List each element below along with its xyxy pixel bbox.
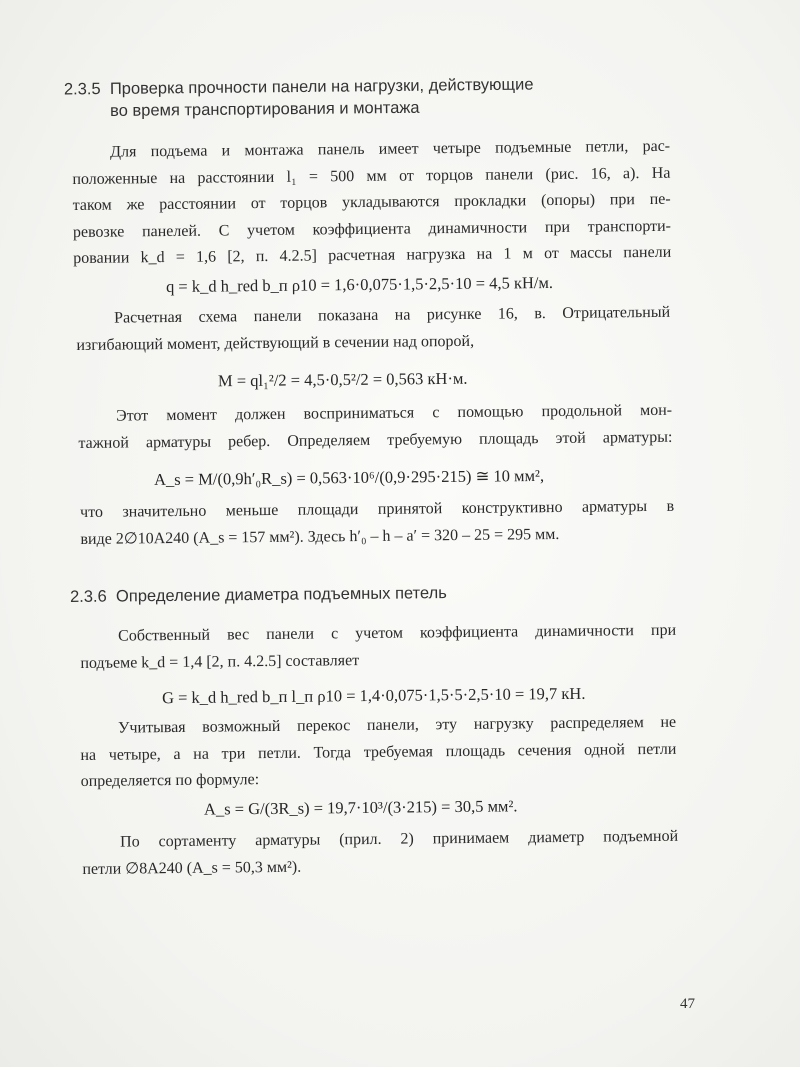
formula-distributed-load: q = k_d h_red b_п ρ10 = 1,6·0,075·1,5·2,5·10 = 4,5 кН/м.: [165, 272, 554, 297]
formula-loop-area: A_s = G/(3R_s) = 19,7·10³/(3·215) = 30,5 мм².: [203, 796, 518, 819]
text-line: Собственный вес панели с учетом коэффициента динамичности при: [118, 621, 677, 645]
text-line: Расчетная схема панели показана на рисунке 16, в. Отрицательный: [114, 303, 671, 327]
paragraph-loop-diameter: [82, 824, 679, 883]
paragraph-lifting-loops: [72, 134, 671, 273]
section-heading-2-3-6: [70, 582, 447, 608]
page-number: 47: [680, 996, 695, 1012]
text-line: тажной арматуры ребер. Определяем требуемую площадь этой арматуры:: [78, 428, 673, 452]
text-line: Учитывая возможный перекос панели, эту нагрузку распределяем не: [118, 713, 677, 737]
text-line: Для подъема и монтажа панель имеет четыре подъемные петли, рас-: [110, 137, 671, 161]
paragraph-design-scheme: [76, 300, 671, 359]
text-line: ровании k_d = 1,6 [2, п. 4.2.5] расчетная нагрузка на 1 м от массы панели: [73, 243, 672, 267]
formula-panel-weight: G = k_d h_red b_п l_п ρ10 = 1,4·0,075·1,5·5·2,5·10 = 19,7 кН.: [161, 683, 586, 708]
paragraph-rib-reinforcement: [78, 398, 673, 457]
text-line: Этот момент должен восприниматься с помощью продольной мон-: [116, 401, 673, 425]
section-number: 2.3.6: [69, 587, 107, 606]
text-line: определяется по формуле:: [80, 771, 260, 790]
formula-bending-moment: M = ql₁²/2 = 4,5·0,5²/2 = 0,563 кН·м.: [217, 368, 468, 391]
text-line: что значительно меньше площади принятой конструктивно арматуры в: [80, 497, 675, 521]
paragraph-area-comparison: [80, 494, 675, 553]
text-line: петли ∅8A240 (A_s = 50,3 мм²).: [82, 858, 302, 878]
text-line: на четыре, а на три петли. Тогда требуемая площадь сечения одной петли: [80, 740, 677, 764]
text-line: подъеме k_d = 1,4 [2, п. 4.2.5] составляет: [80, 651, 360, 672]
text-line: изгибающий момент, действующий в сечении над опорой,: [76, 332, 475, 354]
section-title-line2: во время транспортирования и монтажа: [110, 98, 420, 120]
paragraph-panel-weight: [80, 618, 677, 677]
formula-required-area: A_s = M/(0,9h′₀R_s) = 0,563·10⁶/(0,9·295·215) ≅ 10 мм²,: [153, 465, 545, 490]
text-line: ревозке панелей. С учетом коэффициента динамичности при транспорти-: [72, 217, 672, 241]
paragraph-load-distribution: [80, 710, 677, 796]
section-heading-2-3-5: [64, 74, 534, 123]
section-title-line1: Проверка прочности панели на нагрузки, действующие: [109, 75, 534, 98]
text-line: таком же расстоянии от торцов укладываются прокладки (опоры) при пе-: [72, 190, 671, 214]
text-line: По сортаменту арматуры (прил. 2) принимаем диаметр подъемной: [120, 827, 679, 851]
text-line: положенные на расстоянии l₁ = 500 мм от торцов панели (рис. 16, а). На: [72, 164, 671, 188]
section-title: Определение диаметра подъемных петель: [115, 584, 447, 606]
text-line: виде 2∅10A240 (A_s = 157 мм²). Здесь h′₀ – h – a′ = 320 – 25 = 295 мм.: [80, 525, 560, 548]
section-number: 2.3.5: [63, 80, 101, 99]
